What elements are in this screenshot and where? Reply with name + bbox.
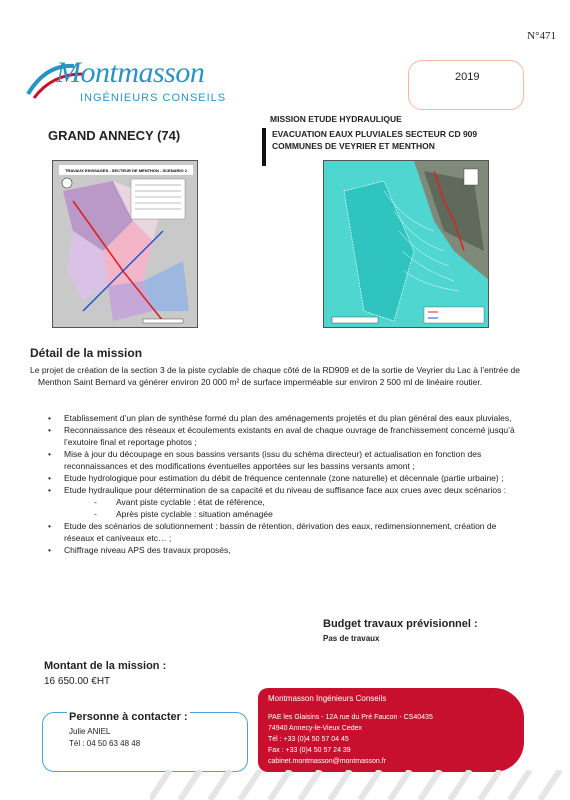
scenario-item: - Avant piste cyclable : état de référence,: [94, 497, 265, 507]
list-item: • Etablissement d’un plan de synthèse formé du plan des aménagements projetés et du plan général des eaux pluviales,: [48, 413, 512, 423]
list-item-text: Mise à jour du découpage en sous bassins versants (issu du schéma directeur) et actualisation en fonction des reconnaissances et des modifications éventuelles apportées sur les bassins versants amont ;: [64, 449, 482, 471]
company-email[interactable]: cabinet.montmasson@montmasson.fr: [268, 758, 386, 765]
amount-label: Montant de la mission :: [44, 660, 167, 672]
detail-heading: Détail de la mission: [30, 346, 143, 360]
list-item: • Reconnaissance des réseaux et écoulements existants en aval de chaque ouvrage de franchissement concerné jusqu’à l’exutoire final et reportage photos ;: [48, 425, 515, 447]
project-title-line: EVACUATION EAUX PLUVIALES SECTEUR CD 909: [272, 129, 478, 139]
contact-phone: Tél : 04 50 63 48 48: [69, 739, 141, 748]
company-address-line: PAE les Glaisins - 12A rue du Pré Faucon - CS40435: [268, 714, 433, 721]
contact-name: Julie ANIEL: [69, 727, 111, 736]
budget-value: Pas de travaux: [323, 634, 380, 643]
company-phone: Tél : +33 (0)4 50 57 04 45: [268, 736, 349, 743]
intro-paragraph: [30, 364, 530, 388]
reference-number: N°471: [527, 30, 556, 42]
company-name: Montmasson Ingénieurs Conseils: [268, 694, 387, 703]
mission-type: MISSION ETUDE HYDRAULIQUE: [270, 114, 402, 124]
list-item-text: Etablissement d’un plan de synthèse formé du plan des aménagements projetés et du plan général des eaux pluviales,: [64, 413, 512, 423]
decorative-stripes: [150, 770, 570, 800]
list-item-text: Etude hydraulique pour détermination de sa capacité et du niveau de suffisance face aux crues avec deux scénarios :: [64, 485, 507, 495]
list-item-text: Reconnaissance des réseaux et écoulements existants en aval de chaque ouvrage de franchissement concerné jusqu’à l’exutoire final et reportage photos ;: [64, 425, 515, 447]
scenario-text: Avant piste cyclable : état de référence,: [116, 497, 265, 507]
works-plan-map: [52, 160, 198, 328]
budget-label: Budget travaux prévisionnel :: [323, 618, 478, 630]
task-list: [48, 412, 518, 556]
logo-subtitle: INGÉNIEURS CONSEILS: [80, 92, 227, 104]
year-box: [408, 60, 524, 110]
company-address-line: 74940 Annecy-le-Vieux Cedex: [268, 725, 363, 732]
scenario-text: Après piste cyclable : situation aménagée: [116, 509, 273, 519]
year: 2019: [455, 71, 480, 83]
list-item-text: Etude des scénarios de solutionnement : bassin de rétention, dérivation des eaux, redimensionnement, création de réseaux et caniveaux etc… ;: [64, 521, 497, 543]
watershed-map: [323, 160, 489, 328]
list-item: • Chiffrage niveau APS des travaux proposés,: [48, 545, 231, 555]
list-item: • Etude des scénarios de solutionnement : bassin de rétention, dérivation des eaux, redimensionnement, création de réseaux et caniveaux etc… ;: [48, 521, 497, 543]
map-title: TRAVAUX ENVISAGES - SECTEUR DE MENTHON - SCENARIO 2: [65, 168, 187, 173]
list-item-text: Etude hydrologique pour estimation du débit de fréquence centennale (zone naturelle) et décennale (partie urbaine) ;: [64, 473, 504, 483]
company-logo: [26, 56, 236, 108]
location-title: GRAND ANNECY (74): [48, 128, 181, 143]
scenario-item: - Après piste cyclable : situation aménagée: [94, 509, 273, 519]
contact-label: Personne à contacter :: [69, 711, 188, 723]
list-item: • Etude hydraulique pour détermination de sa capacité et du niveau de suffisance face aux crues avec deux scénarios : - Avant piste cyclable : état de référence, - Après piste cyclable : situation aménagée: [48, 484, 518, 520]
company-info-box: [258, 688, 524, 772]
company-fax: Fax : +33 (0)4 50 57 24 39: [268, 747, 351, 754]
contact-box: [42, 712, 248, 772]
amount-value: 16 650.00 €HT: [44, 676, 111, 687]
scenario-list: [64, 496, 518, 520]
list-item-text: Chiffrage niveau APS des travaux proposés,: [64, 545, 231, 555]
logo-name: Montmasson: [56, 56, 205, 89]
list-item: • Etude hydrologique pour estimation du débit de fréquence centennale (zone naturelle) et décennale (partie urbaine) ;: [48, 473, 504, 483]
project-title-line: COMMUNES DE VEYRIER ET MENTHON: [272, 141, 435, 151]
intro-text: Le projet de création de la section 3 de la piste cyclable de chaque côté de la RD909 et de la sortie de Veyrier du Lac à l’entrée de Menthon Saint Bernard va générer environ 20 000 m² de surface imperméable sur environ 2 500 ml de linéaire routier.: [30, 365, 521, 387]
list-item: • Mise à jour du découpage en sous bassins versants (issu du schéma directeur) et actualisation en fonction des reconnaissances et des modifications éventuelles apportées sur les bassins versants amont ;: [48, 449, 482, 471]
